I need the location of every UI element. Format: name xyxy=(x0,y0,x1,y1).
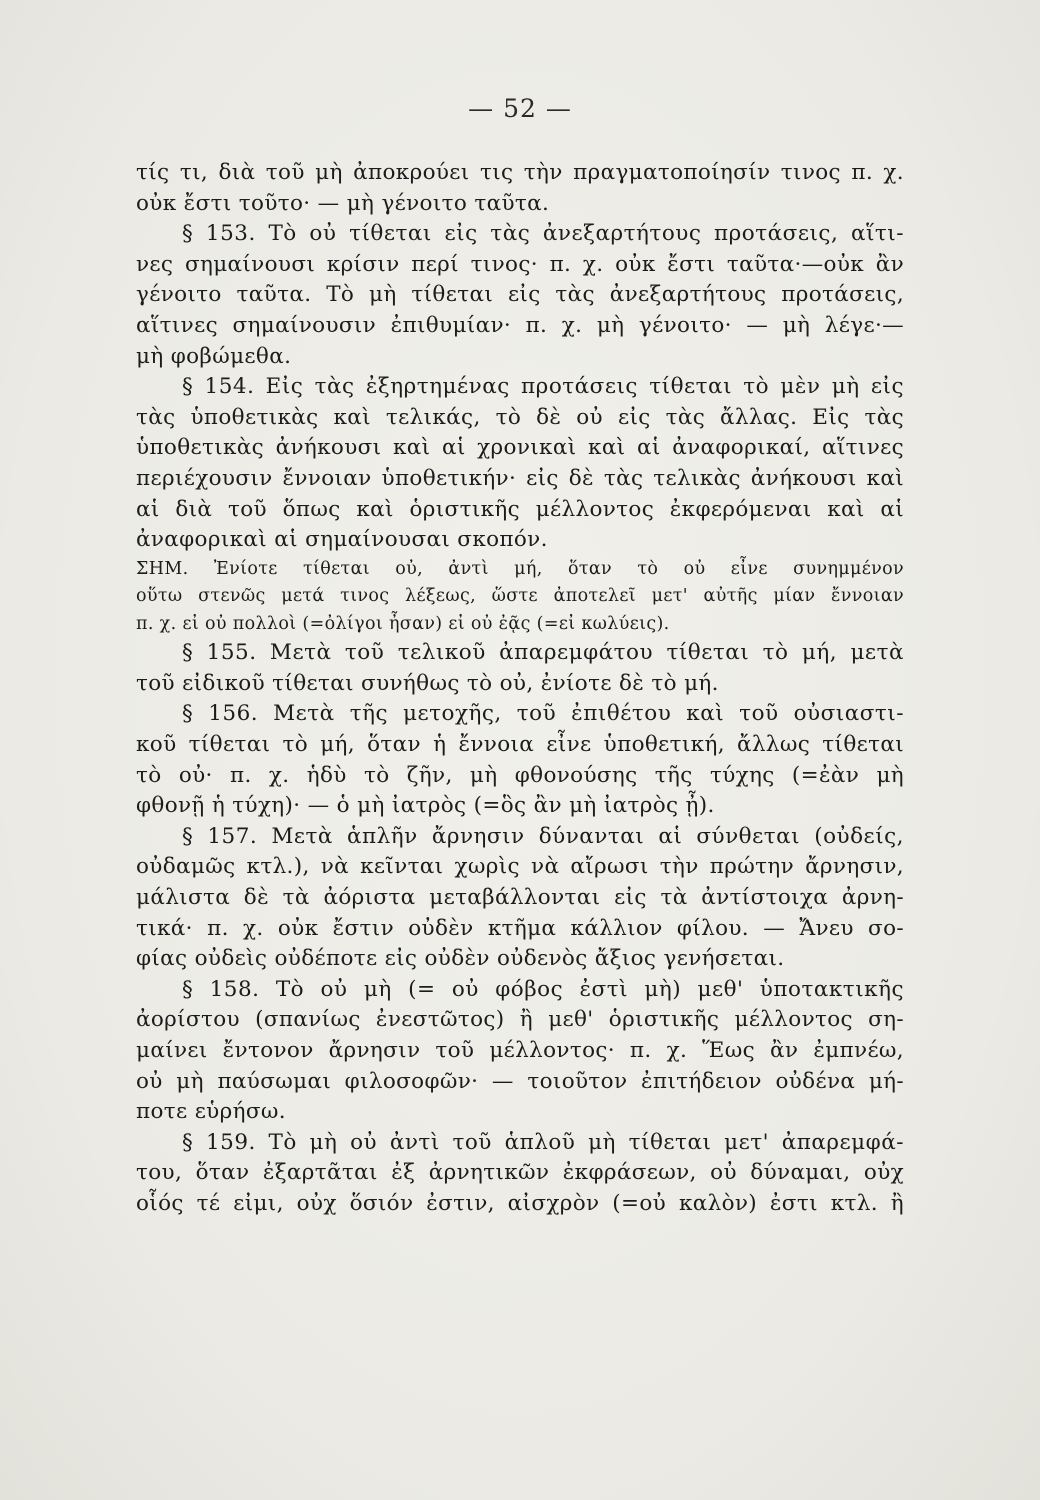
text-line: γένοιτο ταῦτα. Τὸ μὴ τίθεται εἰς τὰς ἀνεξαρτήτους προτάσεις, xyxy=(136,282,904,308)
note-line: ΣΗΜ. Ἐνίοτε τίθεται οὐ, ἀντὶ μή, ὅταν τὸ οὐ εἶνε συνημμένον xyxy=(136,558,904,579)
text-line: περιέχουσιν ἔννοιαν ὑποθετικήν· εἰς δὲ τὰς τελικὰς ἀνήκουσι καὶ xyxy=(136,465,904,491)
section-159-line: § 159. Τὸ μὴ οὐ ἀντὶ τοῦ ἁπλοῦ μὴ τίθεται μετ' ἀπαρεμφά- xyxy=(182,1129,904,1155)
section-153-line: § 153. Τὸ οὐ τίθεται εἰς τὰς ἀνεξαρτήτους προτάσεις, αἵτι- xyxy=(182,221,904,247)
text-line: τοῦ εἰδικοῦ τίθεται συνήθως τὸ οὐ, ἐνίοτε δὲ τὸ μή. xyxy=(136,670,719,696)
text-line: ἀναφορικαὶ αἱ σημαίνουσαι σκοπόν. xyxy=(136,527,548,553)
text-line: οὐδαμῶς κτλ.), νὰ κεῖνται χωρὶς νὰ αἴρωσι τὴν πρώτην ἄρνησιν, xyxy=(136,854,904,880)
text-line: φθονῇ ἡ τύχη)· — ὁ μὴ ἰατρὸς (=ὃς ἂν μὴ ἰατρὸς ᾖ). xyxy=(136,793,715,819)
body-text xyxy=(136,158,904,1220)
text-line: νες σημαίνουσι κρίσιν περί τινος· π. χ. οὐκ ἔστι ταῦτα·—οὐκ ἂν xyxy=(136,251,904,277)
text-line: ἀορίστου (σπανίως ἐνεστῶτος) ἢ μεθ' ὁριστικῆς μέλλοντος ση- xyxy=(136,1007,904,1033)
text-line: ποτε εὑρήσω. xyxy=(136,1099,286,1125)
text-line: τίς τι, διὰ τοῦ μὴ ἀποκρούει τις τὴν πραγματοποίησίν τινος π. χ. xyxy=(136,160,904,185)
text-line: τὰς ὑποθετικὰς καὶ τελικάς, τὸ δὲ οὐ εἰς τὰς ἄλλας. Εἰς τὰς xyxy=(136,404,904,430)
note-line: οὕτω στενῶς μετά τινος λέξεως, ὥστε ἀποτελεῖ μετ' αὐτῆς μίαν ἔννοιαν xyxy=(136,586,904,607)
text-line: αἵτινες σημαίνουσιν ἐπιθυμίαν· π. χ. μὴ γένοιτο· — μὴ λέγε·— xyxy=(136,312,904,338)
text-line: του, ὅταν ἐξαρτᾶται ἐξ ἀρνητικῶν ἐκφράσεων, οὐ δύναμαι, οὐχ xyxy=(136,1160,904,1186)
section-157-line: § 157. Μετὰ ἁπλῆν ἄρνησιν δύνανται αἱ σύνθεται (οὐδείς, xyxy=(182,823,904,849)
text-line: τὸ οὐ· π. χ. ἡδὺ τὸ ζῆν, μὴ φθονούσης τῆς τύχης (=ἐὰν μὴ xyxy=(136,762,904,788)
text-line: οὐ μὴ παύσωμαι φιλοσοφῶν· — τοιοῦτον ἐπιτήδειον οὐδένα μή- xyxy=(136,1068,904,1094)
text-line: ὑποθετικὰς ἀνήκουσι καὶ αἱ χρονικαὶ καὶ αἱ ἀναφορικαί, αἵτινες xyxy=(136,435,904,461)
text-line: τικά· π. χ. οὐκ ἔστιν οὐδὲν κτῆμα κάλλιον φίλου. — Ἄνευ σο- xyxy=(136,915,904,941)
page-number: — 52 — xyxy=(468,94,572,123)
text-line: μαίνει ἔντονον ἄρνησιν τοῦ μέλλοντος· π. χ. Ἕως ἂν ἐμπνέω, xyxy=(136,1037,904,1063)
text-line: οἷός τέ εἰμι, οὐχ ὅσιόν ἐστιν, αἰσχρὸν (=οὐ καλὸν) ἐστι κτλ. ἢ xyxy=(136,1190,904,1216)
section-155-line: § 155. Μετὰ τοῦ τελικοῦ ἀπαρεμφάτου τίθεται τὸ μή, μετὰ xyxy=(182,640,904,666)
text-line: μὴ φοβώμεθα. xyxy=(136,343,292,369)
text-line: μάλιστα δὲ τὰ ἀόριστα μεταβάλλονται εἰς τὰ ἀντίστοιχα ἀρνη- xyxy=(136,884,904,910)
text-line: αἱ διὰ τοῦ ὅπως καὶ ὁριστικῆς μέλλοντος ἐκφερόμεναι καὶ αἱ xyxy=(136,496,904,522)
text-line: κοῦ τίθεται τὸ μή, ὅταν ἡ ἔννοια εἶνε ὑποθετική, ἄλλως τίθεται xyxy=(136,732,904,757)
section-154-line: § 154. Εἰς τὰς ἐξηρτημένας προτάσεις τίθεται τὸ μὲν μὴ εἰς xyxy=(182,374,904,400)
section-158-line: § 158. Τὸ οὐ μὴ (= οὐ φόβος ἐστὶ μὴ) μεθ' ὑποτακτικῆς xyxy=(182,976,904,1002)
note-line: π. χ. εἰ οὐ πολλοὶ (=ὀλίγοι ἦσαν) εἰ οὐ ἐᾷς (=εἰ κωλύεις). xyxy=(136,613,670,634)
section-156-line: § 156. Μετὰ τῆς μετοχῆς, τοῦ ἐπιθέτου καὶ τοῦ οὐσιαστι- xyxy=(182,701,904,727)
text-line: οὐκ ἔστι τοῦτο· — μὴ γένοιτο ταῦτα. xyxy=(136,190,550,216)
text-line: φίας οὐδεὶς οὐδέποτε εἰς οὐδὲν οὐδενὸς ἄξιος γενήσεται. xyxy=(136,946,785,972)
